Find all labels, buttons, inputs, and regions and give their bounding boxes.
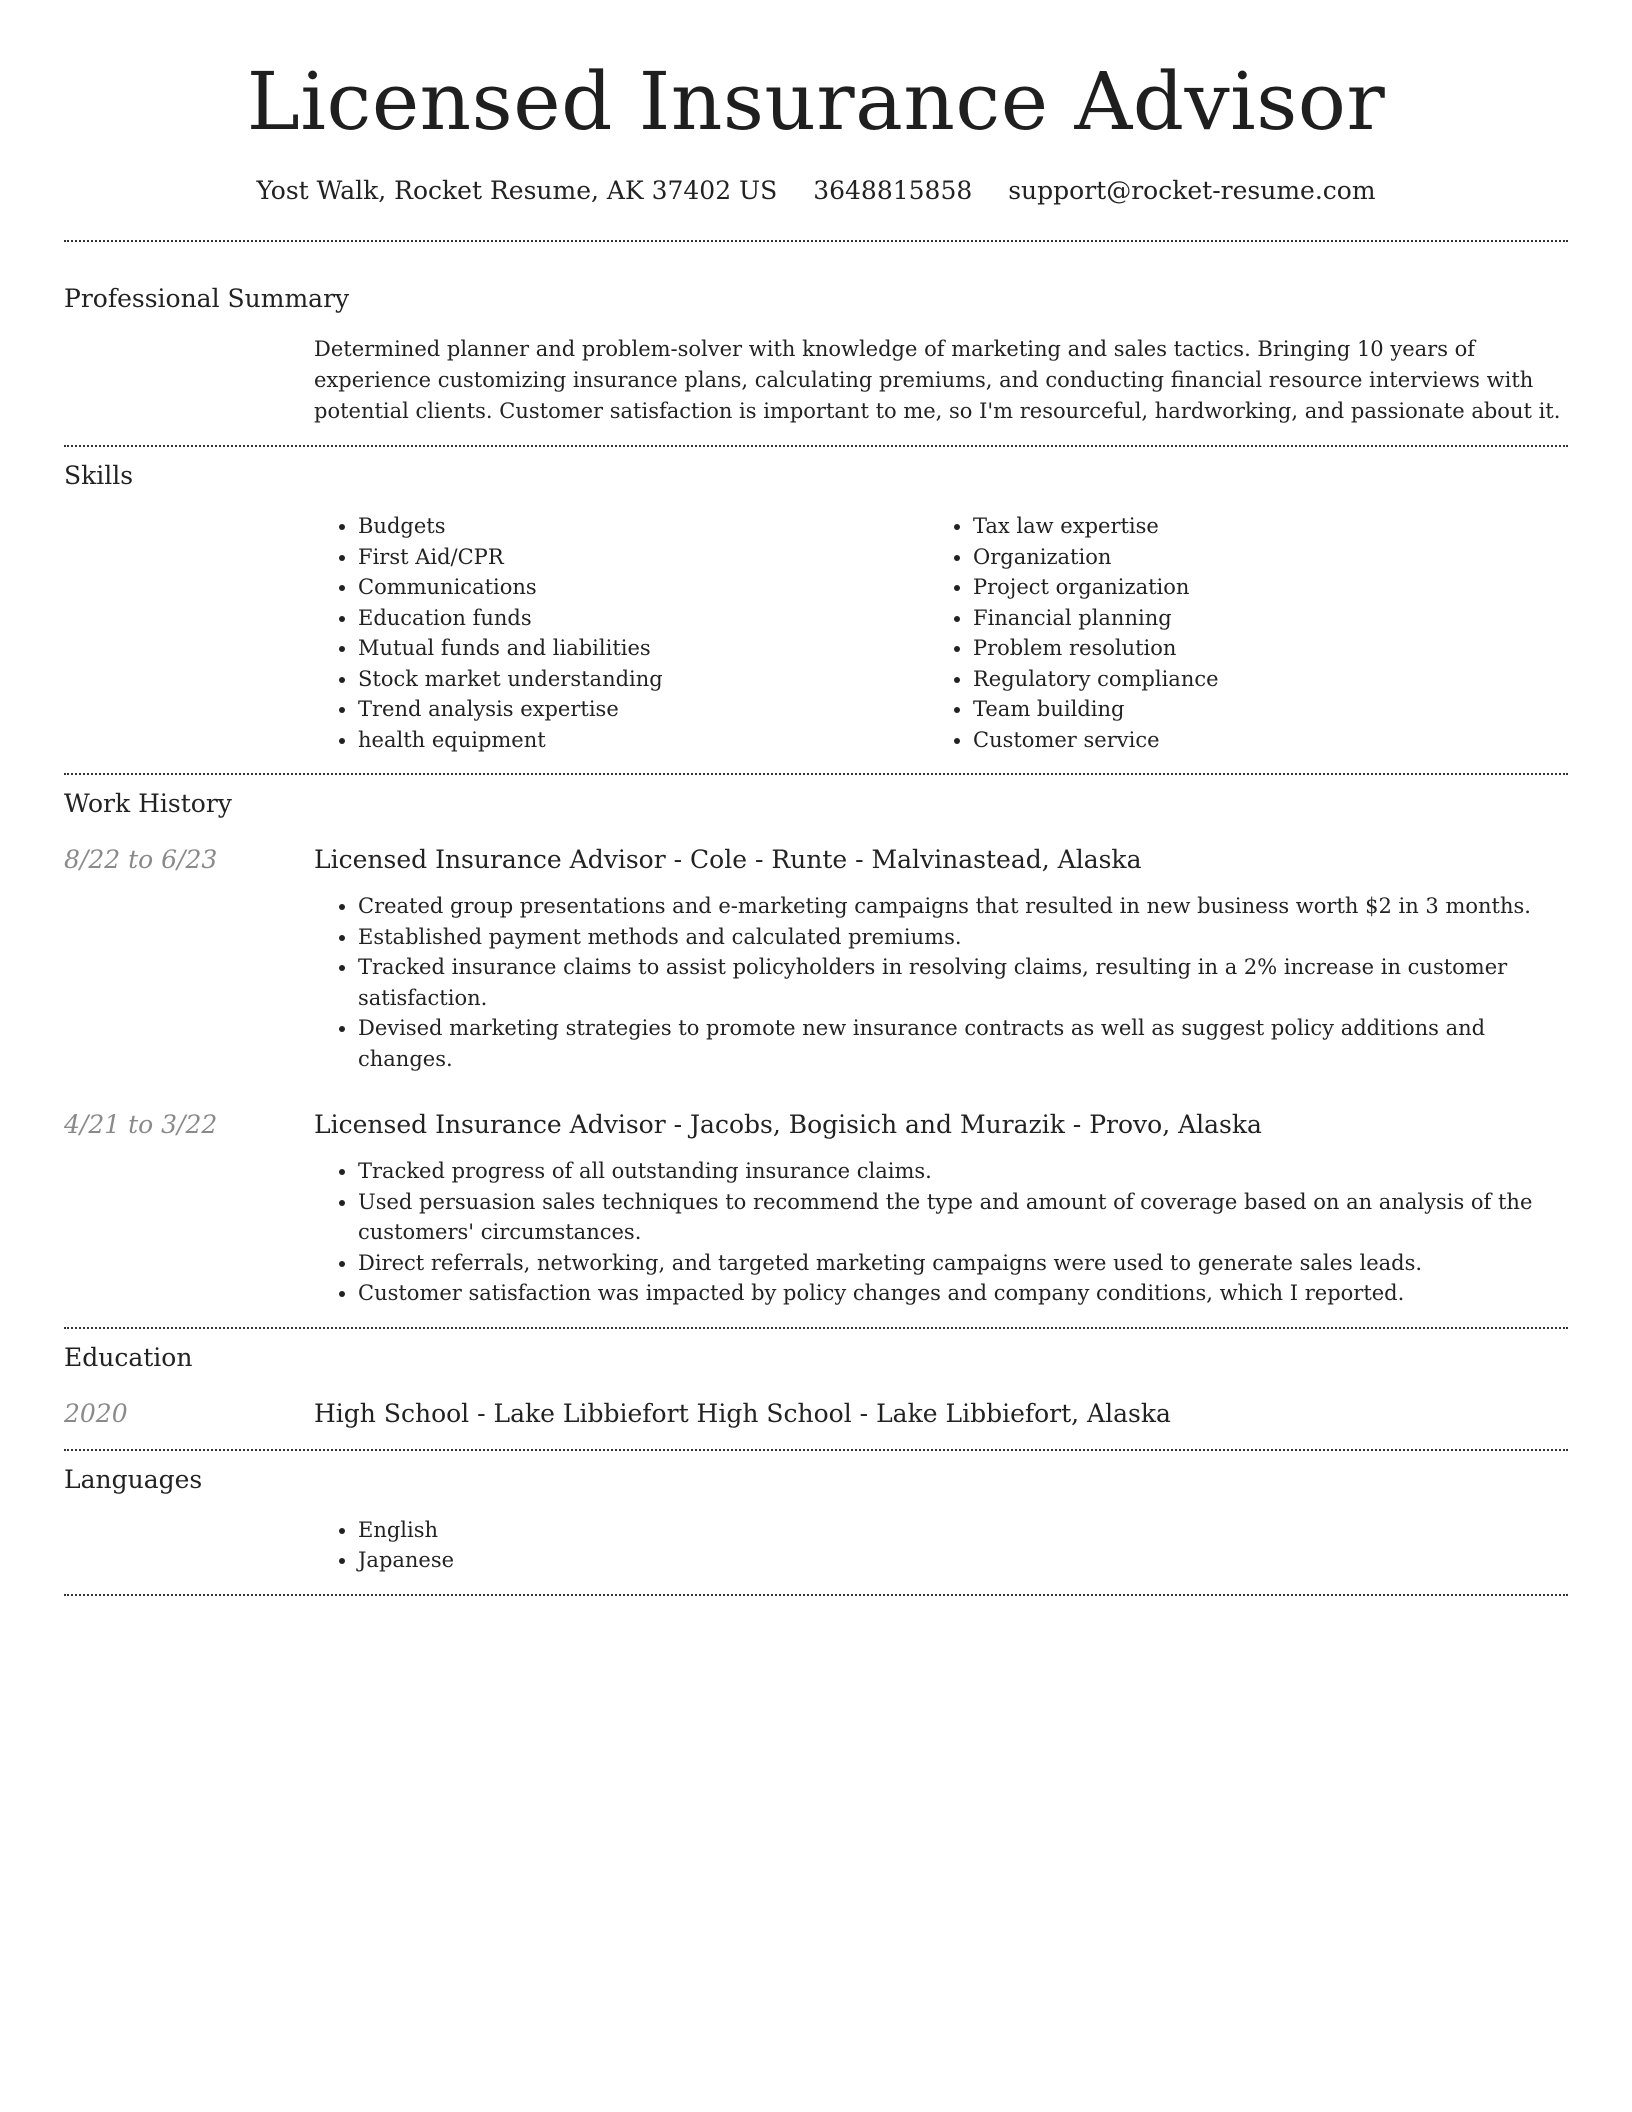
job-title: Licensed Insurance Advisor - Jacobs, Bogisich and Murazik - Provo, Alaska [314, 1110, 1262, 1139]
list-item: • Established payment methods and calculated premiums. [358, 922, 1568, 953]
divider [64, 240, 1568, 242]
list-item: • Project organization [973, 572, 1544, 603]
summary-content [314, 334, 1568, 427]
list-item: • Financial planning [973, 603, 1544, 634]
skills-list-right [929, 511, 1544, 755]
languages-list [314, 1515, 1568, 1576]
education-body [314, 1397, 1568, 1431]
job-entry [64, 843, 1568, 1074]
list-item: • Stock market understanding [358, 664, 929, 695]
list-item: • Created group presentations and e-marketing campaigns that resulted in new business worth $2 in 3 months. [358, 891, 1568, 922]
list-item: • Used persuasion sales techniques to recommend the type and amount of coverage based on an analysis of the customers' circumstances. [358, 1187, 1568, 1248]
contact-address: Yost Walk, Rocket Resume, AK 37402 US [256, 176, 778, 205]
languages-heading: Languages [64, 1464, 203, 1494]
resume-page [64, 0, 1568, 1596]
contact-phone: 3648815858 [813, 176, 973, 205]
list-item: • Tax law expertise [973, 511, 1544, 542]
languages-section [64, 1463, 1568, 1576]
work-history-heading: Work History [64, 789, 232, 818]
list-item: • English [358, 1515, 1568, 1546]
education-entry [64, 1397, 1568, 1431]
list-item: • Team building [973, 694, 1544, 725]
job-entry [64, 1108, 1568, 1309]
list-item: • Trend analysis expertise [358, 694, 929, 725]
job-body [314, 843, 1568, 1074]
skills-section [64, 459, 1568, 755]
list-item: • Communications [358, 572, 929, 603]
list-item: • Customer satisfaction was impacted by policy changes and company conditions, which I reported. [358, 1278, 1568, 1309]
list-item: • Organization [973, 542, 1544, 573]
divider [64, 1327, 1568, 1329]
job-bullets [314, 1156, 1568, 1309]
list-item: • Japanese [358, 1545, 1568, 1576]
divider [64, 773, 1568, 775]
resume-name: Licensed Insurance Advisor [246, 55, 1386, 148]
job-dates: 4/21 to 3/22 [64, 1110, 218, 1139]
list-item: • First Aid/CPR [358, 542, 929, 573]
list-item: • Tracked progress of all outstanding insurance claims. [358, 1156, 1568, 1187]
summary-section [64, 282, 1568, 427]
job-dates: 8/22 to 6/23 [64, 845, 218, 874]
list-item: • Problem resolution [973, 633, 1544, 664]
list-item: • Direct referrals, networking, and targeted marketing campaigns were used to generate sales leads. [358, 1248, 1568, 1279]
divider [64, 445, 1568, 447]
list-item: • Education funds [358, 603, 929, 634]
contact-line [64, 174, 1568, 208]
work-history-section [64, 787, 1568, 1309]
job-title: Licensed Insurance Advisor - Cole - Runte - Malvinastead, Alaska [314, 845, 1142, 874]
job-bullets [314, 891, 1568, 1074]
skills-list-left [314, 511, 929, 755]
summary-heading: Professional Summary [64, 284, 350, 313]
divider [64, 1594, 1568, 1596]
list-item: • Mutual funds and liabilities [358, 633, 929, 664]
skills-heading: Skills [64, 461, 134, 490]
contact-email: support@rocket-resume.com [1008, 176, 1376, 205]
list-item: • health equipment [358, 725, 929, 756]
list-item: • Customer service [973, 725, 1544, 756]
list-item: • Budgets [358, 511, 929, 542]
job-body [314, 1108, 1568, 1309]
skills-grid [314, 511, 1568, 755]
languages-content [314, 1515, 1568, 1576]
summary-text: Determined planner and problem-solver with knowledge of marketing and sales tactics. Bringing 10 years of experience customizing insurance plans, calculating premiums, and conducting financial resource interviews with potential clients. Customer satisfaction is important to me, so I'm resourceful, hardworking, and passionate about it. [314, 337, 1561, 423]
education-year: 2020 [64, 1398, 128, 1428]
list-item: • Devised marketing strategies to promote new insurance contracts as well as suggest policy additions and changes. [358, 1013, 1568, 1074]
list-item: • Tracked insurance claims to assist policyholders in resolving claims, resulting in a 2% increase in customer satisfaction. [358, 952, 1568, 1013]
education-title: High School - Lake Libbiefort High School - Lake Libbiefort, Alaska [314, 1398, 1171, 1428]
education-heading: Education [64, 1342, 193, 1372]
education-section [64, 1341, 1568, 1431]
divider [64, 1449, 1568, 1451]
list-item: • Regulatory compliance [973, 664, 1544, 695]
